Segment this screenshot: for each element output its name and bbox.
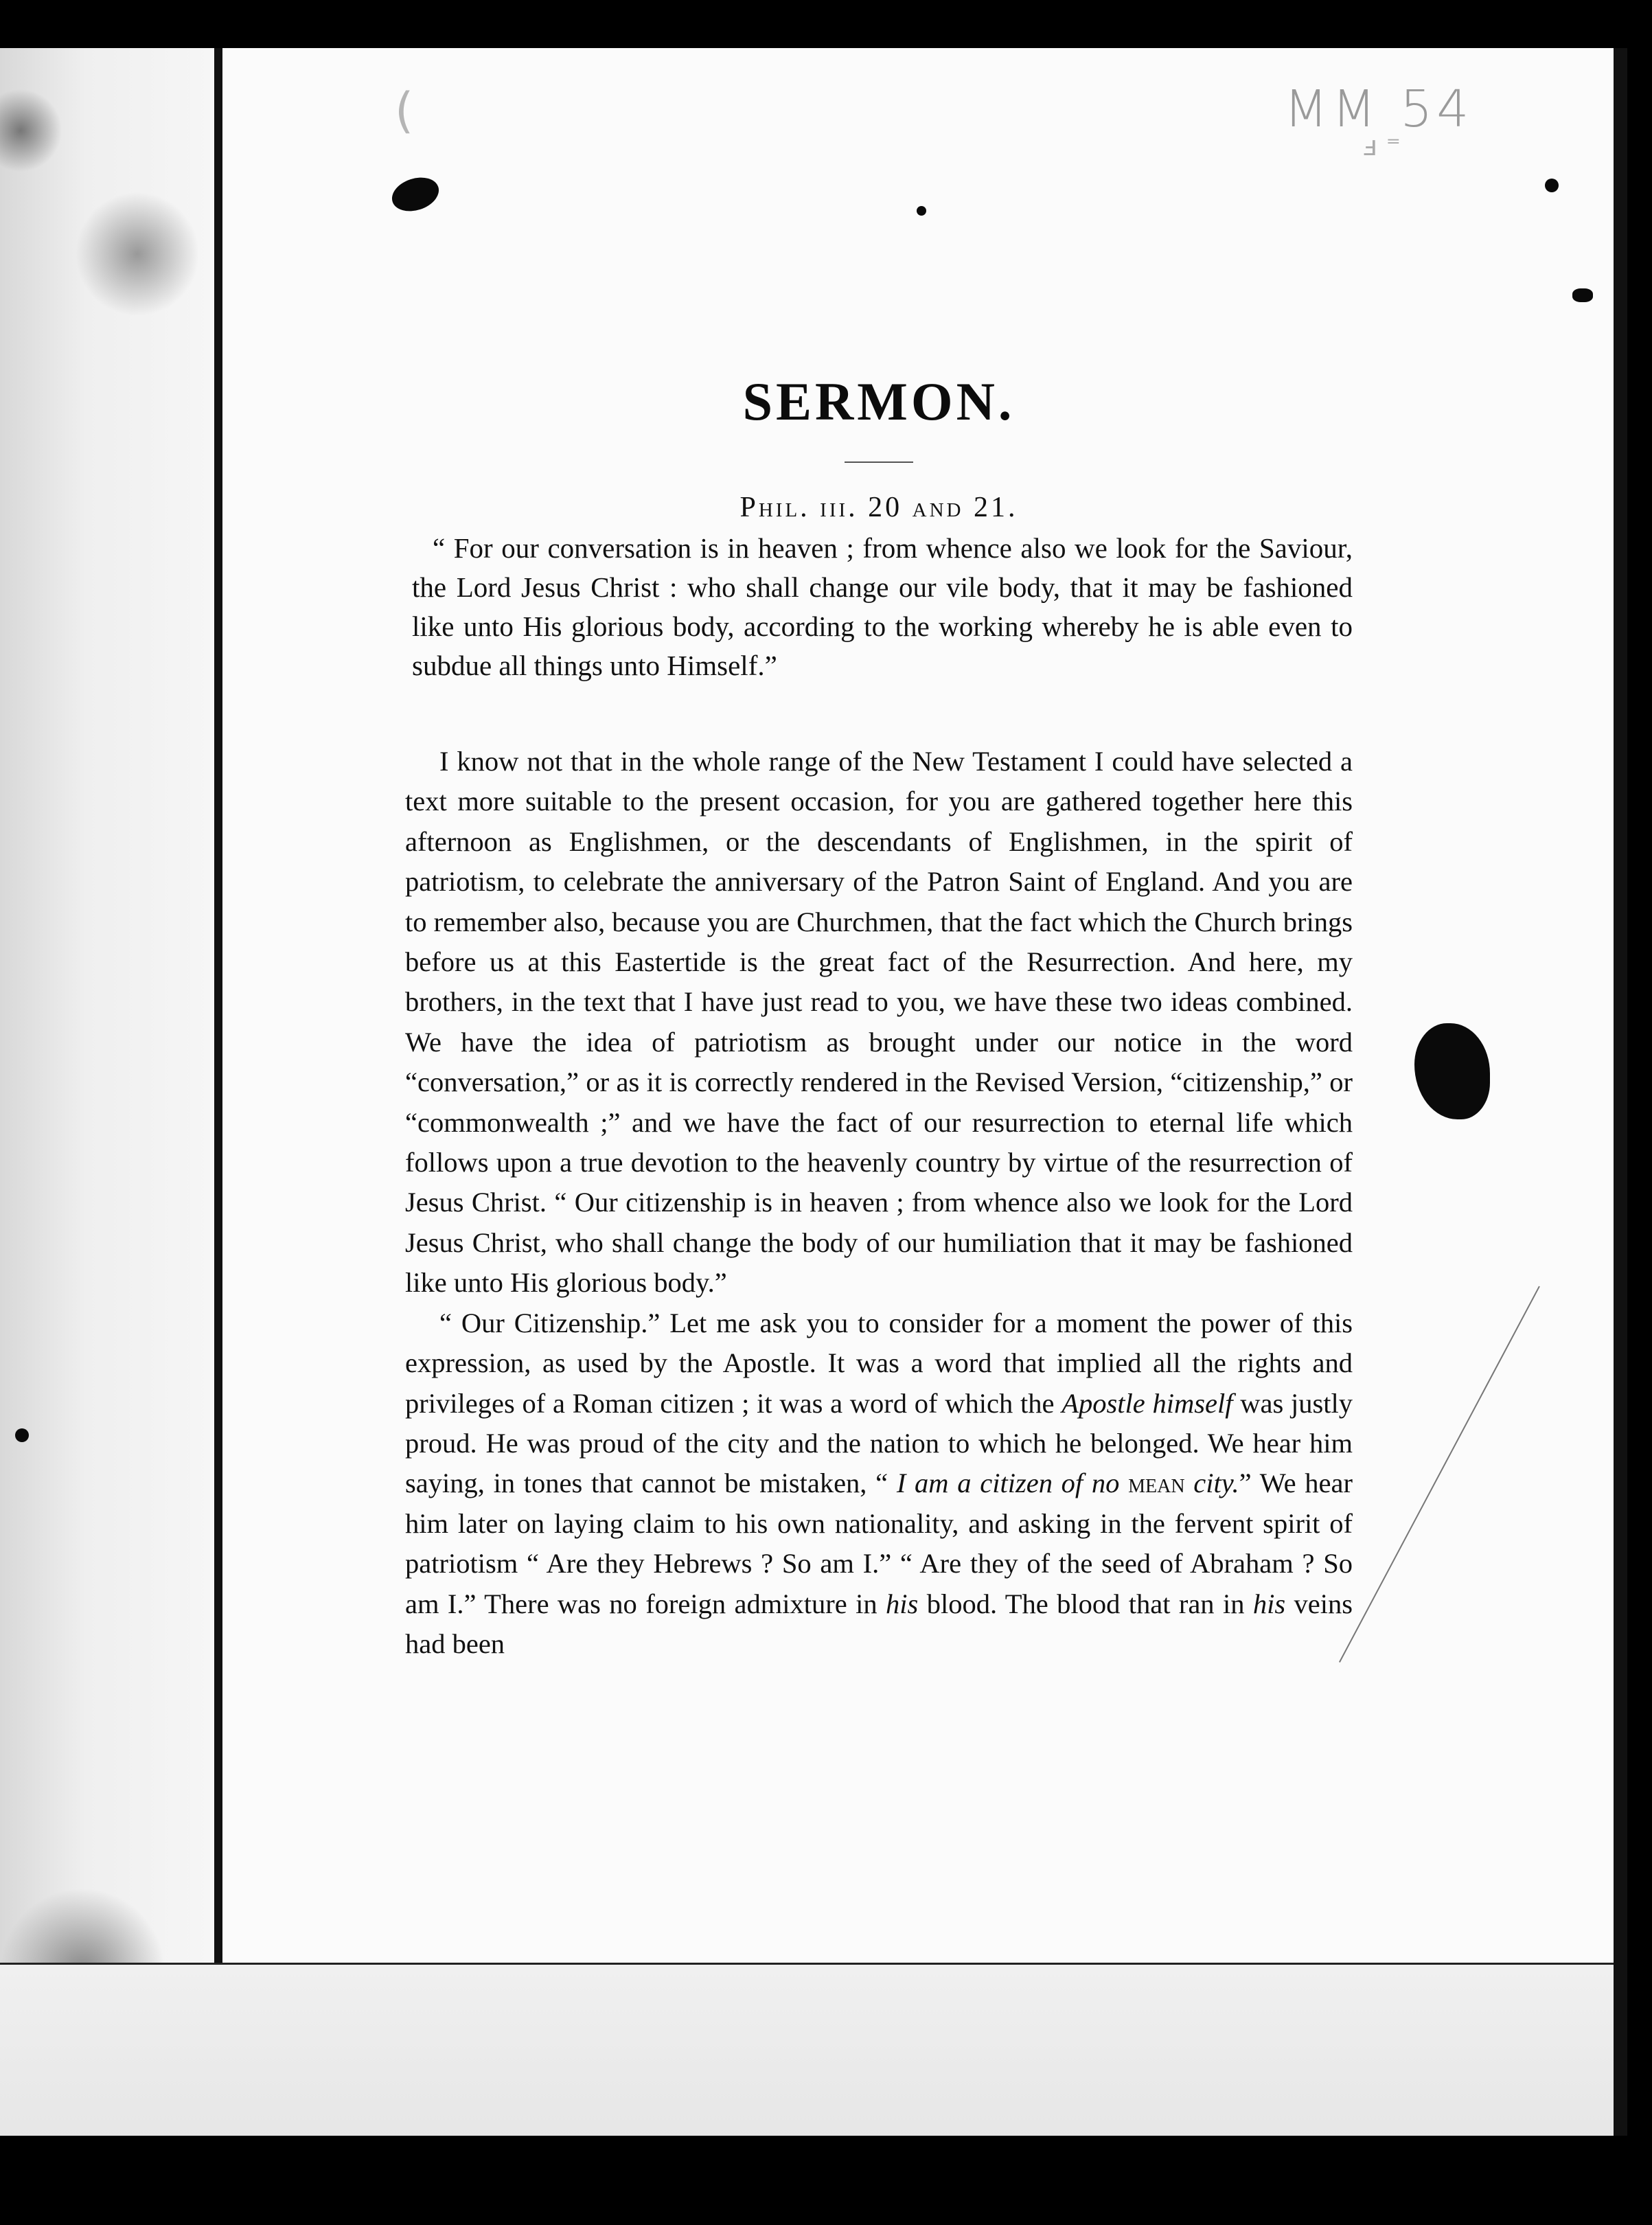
ink-blot — [1414, 1023, 1490, 1119]
ink-blot — [1572, 288, 1593, 302]
text-run: ” We hear him later on laying claim to his own nationality, and asking in the fervent spirit of patriotism “ Are they Hebrews ? So am I.” “ Are they of the seed of Abraham ? So am I.” There was no foreign admixture in — [405, 1468, 1353, 1619]
text-run: blood. The blood that ran in — [918, 1588, 1253, 1619]
archive-mark: MM 54 — [1284, 80, 1473, 139]
right-edge — [1614, 48, 1627, 2136]
pencil-mark: ( — [395, 82, 414, 139]
italic-run: I am a citizen of no — [896, 1468, 1120, 1499]
paragraph: I know not that in the whole range of the New Testament I could have selected a text more suitable to the present occasion, for you are gathered together here this afternoon as Englishmen, or the descendants of Englishmen, in the spirit of patriotism, to celebrate the anniversary of the Patron Saint of England. And you are to remember also, because you are Churchmen, that the fact which the Church brings before us at this Eastertide is the great fact of the Resurrection. And here, my brothers, in the text that I have just read to you, we have these two ideas combined. We have the idea of patriotism as brought under our notice in the word “conversation,” or as it is correctly rendered in the Revised Version, “citizenship,” or “commonwealth ;” and we have the fact of our resurrection to eternal life which follows upon a true devotion to the heavenly country by virtue of the resurrection of Jesus Christ. “ Our citizenship is in heaven ; from whence also we look for the Lord Jesus Christ, who shall change the body of our humiliation that it may be fashioned like unto His glorious body.” — [405, 746, 1353, 1299]
italic-run: city. — [1193, 1468, 1239, 1499]
gutter-rule — [214, 48, 222, 2081]
paragraph — [405, 1303, 1353, 1665]
page-title: SERMON. — [742, 372, 1016, 431]
italic-run: his — [1252, 1588, 1286, 1619]
left-page-edge — [0, 48, 214, 2136]
ink-blot — [917, 206, 926, 216]
text-run: was justly proud. He was proud of the city and the nation to which he belonged. We hear him saying, in tones that cannot be mistaken, “ — [405, 1387, 1353, 1499]
italic-run: his — [886, 1588, 919, 1619]
bottom-page-edge — [0, 1965, 1627, 2136]
scanned-page — [0, 48, 1627, 2136]
scripture-reference: Phil. iii. 20 and 21. — [739, 492, 1018, 523]
small-caps-run: mean — [1128, 1468, 1185, 1499]
scan-crease — [1339, 1286, 1540, 1663]
italic-run: Apostle himself — [1062, 1387, 1233, 1419]
ink-blot — [1545, 179, 1559, 192]
archive-mark-underline: ⅎ ⁼ — [1363, 130, 1401, 162]
ink-blot — [15, 1428, 29, 1442]
text-run: “ Our Citizenship.” Let me ask you to consider for a moment the power of this expression, as used by the Apostle. It was a word that implied all the rights and privileges of a Roman citizen ; it was a word of which the — [405, 1307, 1353, 1419]
bottom-rule — [0, 1963, 1627, 1965]
text-run: veins had been — [405, 1588, 1353, 1659]
scripture-quote: “ For our conversation is in heaven ; from whence also we look for the Saviour, the Lord Jesus Christ : who shall change our vile body, that it may be fashioned like unto His glorious body, according to the working whereby he is able even to subdue all things unto Himself.” — [412, 532, 1353, 681]
sermon-body — [405, 742, 1353, 1664]
title-rule — [845, 461, 913, 463]
ink-blot — [388, 172, 444, 216]
